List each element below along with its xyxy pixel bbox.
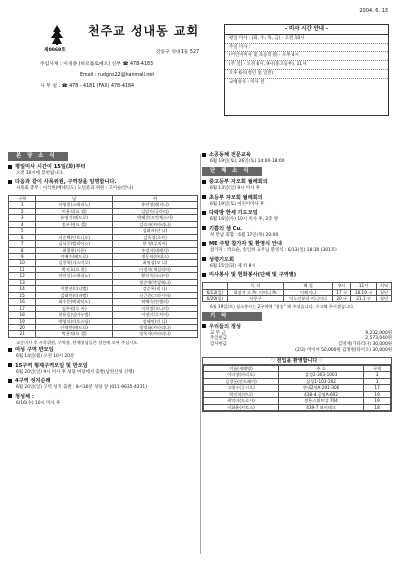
bullet-icon — [202, 180, 206, 184]
table-cell: 신근순(그라시아) — [112, 292, 197, 298]
table-cell: 19 — [9, 318, 36, 324]
news-item-title-text: 중고등부 자모회 월례회의 — [209, 179, 268, 186]
bullet-icon — [8, 180, 12, 184]
news-item-text: 사목회 총무 : 이석현(베네딕도) 노년분과 위원 : 고미순(안나) — [16, 186, 134, 192]
issue-number: 제0069호 — [44, 48, 66, 53]
table-cell: 19 — [364, 391, 391, 397]
mass-row: 오후 6시(청년 및 일반) — [225, 70, 388, 79]
table-cell: 한 영(루치아) — [112, 241, 197, 247]
table-cell: 허혜숙(안젤라) — [112, 299, 197, 305]
table-cell: 최명심(모 니) — [112, 260, 197, 266]
contact-info — [40, 62, 215, 96]
table-cell: 박혜순(프란체스카) — [112, 215, 197, 221]
news-item-title-text: 여성 구역 반모임 — [15, 347, 54, 354]
table-cell: 이연신(스테파노) — [36, 273, 113, 279]
table-cell: 16 — [9, 299, 36, 305]
table-cell: 이미정(마리오) — [204, 372, 279, 378]
bullet-icon — [8, 348, 12, 352]
table-cell: 21 — [9, 331, 36, 337]
new-members-box — [202, 357, 392, 413]
table-cell: 유영기(베드로) — [36, 215, 113, 221]
bulletin-page — [8, 8, 392, 557]
table-cell: 5 — [9, 228, 36, 234]
news-item-text: 6월 15일(화) 제 차 8시 — [210, 263, 256, 269]
table-cell: 8 — [9, 247, 36, 253]
table-header-cell: 11시 — [351, 283, 377, 289]
table-cell: 곽덕이(도로시) — [204, 398, 279, 404]
news-item-text: 참가자 : 박요순, 송인희 교우님 환영식 : 6/13(일) 18:30 (301호) — [210, 248, 337, 254]
news-item-text: 6월 14일(월) 오전 10시 20분 — [16, 354, 75, 360]
finance-label: 감사헌금 — [210, 342, 227, 348]
news-item — [202, 152, 392, 164]
news-item-title-text: 다음과 같이 사목위원, 구역장을 임명합니다. — [15, 179, 117, 186]
news-item — [8, 347, 198, 359]
table-cell: 이희정(모니카) — [112, 305, 197, 311]
table-header-cell: 여 — [112, 195, 197, 201]
news-item-text: 오전 10시에 봉헌됩니다. — [16, 170, 64, 176]
table-header-cell: 이름(세례명) — [204, 366, 279, 372]
right-column — [202, 152, 392, 412]
news-item-text: 6/16(수) 10시 미사 후 — [16, 400, 61, 406]
table-cell: 김경돈(안드레아) — [204, 378, 279, 384]
news-item-title-text: 초등부 자모회 월례회의 — [209, 194, 263, 201]
new-members-title: ♡ 전입을 환영합니다 ♡ — [203, 358, 391, 366]
news-item-title — [202, 152, 392, 159]
table-cell: 이황선(다니엘) — [36, 286, 113, 292]
table-cell: 최광현(시몬) — [36, 247, 113, 253]
table-cell: 이화윤(카토스) — [204, 404, 279, 410]
table-cell: 현대2차A-201-306 — [278, 385, 363, 391]
table-cell: 김옥경(로사) — [112, 234, 197, 240]
news-item-title-text: 소공동체 전문교육 — [209, 152, 251, 158]
left-items — [8, 164, 198, 192]
table-cell: 19 — [364, 398, 391, 404]
bullet-icon — [8, 165, 12, 169]
table-header-cell: 구역 — [9, 195, 36, 201]
bullet-icon — [202, 242, 206, 246]
finance-list — [202, 331, 392, 354]
table-cell: 장해연(안 나) — [112, 318, 197, 324]
table-header-cell: 9시 — [333, 283, 351, 289]
news-item — [202, 272, 392, 279]
mass-row: 평일 미사 : (화, 수, 목, 금) - 오전 10시 — [225, 35, 388, 44]
table-cell: 18 — [9, 312, 36, 318]
table-cell: 삼성2-303-1003 — [278, 372, 363, 378]
column-divider — [200, 154, 201, 554]
news-item-title-text: 평일미사 시간이 15일(화)부터 — [15, 164, 86, 171]
bullet-icon — [8, 379, 12, 383]
table-cell: 6/20(일) — [203, 295, 228, 301]
table-cell: 최수문(베네딕도) — [36, 299, 113, 305]
news-item-text: 첫 만남 회합 : 6월 17일(목) 20:00 — [210, 232, 279, 238]
mass-row: 교배성사 : 미사 전 — [229, 79, 265, 85]
table-cell: 9 — [9, 254, 36, 260]
table-cell: 4 — [9, 221, 36, 227]
table-header-cell: 독 서 — [227, 283, 283, 289]
table-cell: 20 — [9, 325, 36, 331]
table-cell: 현용일(임마누엘) — [36, 312, 113, 318]
news-item-title-text: ME 주말 참가자 및 환영식 안내 — [209, 241, 282, 248]
news-item-title — [202, 226, 392, 233]
table-row — [203, 295, 392, 301]
table-cell: 박지호(요 한) — [36, 266, 113, 272]
table-cell: 이레지나 — [284, 289, 333, 295]
header — [8, 20, 392, 158]
table-cell: 송우천(요 셉) — [36, 221, 113, 227]
left-column — [8, 152, 198, 409]
bullet-icon — [202, 153, 206, 157]
service-table — [202, 282, 392, 302]
table-cell: 강순옥(리 나) — [112, 286, 197, 292]
table-cell: 이배수(베드로) — [36, 254, 113, 260]
table-cell: 김태인(라파엘) — [36, 292, 113, 298]
pastor: 주임사제 : 이경종 (바르톨로메오) 신부 — [40, 62, 121, 67]
finance-value: 김영재(가타리나) 30,000원 — [337, 342, 392, 348]
finance-label: 주일헌금 — [210, 336, 227, 342]
table-cell: 3 — [364, 372, 391, 378]
table-cell: 김식중(엘리아스) — [36, 241, 113, 247]
table-cell: 김말숙(글라라) — [112, 208, 197, 214]
table-header-cell: 구역 — [364, 366, 391, 372]
mass-row: (주 일) - 오전 6시, 9시(중고등부), 11시 — [225, 61, 388, 70]
right-top-items — [202, 152, 392, 164]
finance-row — [202, 348, 392, 354]
table-cell: 10 — [9, 260, 36, 266]
date: 2004. 6. 13 — [359, 8, 388, 14]
table-cell: 438-4 공영A-602 — [278, 391, 363, 397]
other-heading: 기 타 — [202, 312, 262, 321]
table-cell: 정순애(막달레나) — [112, 279, 197, 285]
news-item-title — [8, 363, 198, 370]
mass-title: - 미사 시간 안내 - — [225, 25, 388, 35]
table-cell: 사무구 — [227, 295, 283, 301]
bullet-icon — [202, 257, 206, 261]
table-cell: 김창학(가스미로) — [36, 260, 113, 266]
news-item-text: 6월 20일(일) 구역 성지 출발 : 8시30분 성당 앞 (011-9635-4231) — [16, 385, 147, 391]
news-item — [8, 378, 198, 390]
table-cell: 14 — [9, 286, 36, 292]
table-cell: 서순택(안토니오) — [36, 234, 113, 240]
news-item — [202, 226, 392, 238]
table-cell: 쌍용스위트앙 704 — [278, 398, 363, 404]
table-cell: 439-7 보이테크 — [278, 404, 363, 410]
table-cell: 17 구 — [333, 289, 351, 295]
pastor-tel: ☎ 478-4183 — [122, 62, 154, 67]
parish-news-heading: 본 당 소 식 — [8, 152, 68, 161]
table-cell: 김주원(루 카) — [36, 305, 113, 311]
bullet-icon — [202, 211, 206, 215]
news-item — [202, 257, 392, 269]
right-items — [202, 179, 392, 279]
news-item — [8, 394, 198, 406]
news-item — [202, 241, 392, 253]
mass-rows — [225, 35, 388, 86]
table-cell: 이용식(요 셉) — [36, 208, 113, 214]
news-item-title-text: 15구역 형제구역모임 및 반모임 — [15, 362, 88, 369]
news-item-text: 6월 19일(토) 어린이미사 후 — [210, 201, 265, 207]
news-item-title-text: 성령기도회 — [209, 256, 235, 263]
news-item-title — [202, 272, 392, 279]
table-cell: 안재만(베드로) — [36, 325, 113, 331]
bullet-icon — [202, 226, 206, 230]
table-cell: 20 구 — [333, 295, 351, 301]
news-item-title — [202, 257, 392, 264]
group-news-heading: 단 체 소 식 — [202, 167, 262, 176]
table-cell: 18,19 구 — [351, 289, 377, 295]
table-cell: 박용직(요 셉) — [36, 331, 113, 337]
table-cell: 17 — [364, 385, 391, 391]
service-note: 6월 19일(토) 청소봉사는 2구역에 "청송" 해 주셨습니다. 수고해 주시겠습니다. — [210, 304, 355, 310]
table-cell: 정옥자(카타리나) — [112, 331, 197, 337]
mass-row: 주일 미사 : — [225, 44, 388, 53]
table-cell: 7 — [9, 241, 36, 247]
table-cell: 11 — [9, 266, 36, 272]
table-cell: 13 — [9, 279, 36, 285]
table-cell: 이영종(스테파노) — [36, 202, 113, 208]
bullet-icon — [8, 394, 12, 398]
bullet-icon — [202, 324, 206, 328]
church-logo-icon — [46, 24, 68, 46]
news-item — [8, 179, 198, 191]
table-cell: 12 — [9, 273, 36, 279]
office-label: 사 무 실 : — [40, 84, 61, 90]
email: Email : rudgns22@hanmail.net — [80, 73, 155, 79]
church-title: 천주교 성내동 교회 — [88, 24, 200, 38]
news-item-text: 6월 16일(수) 10시 미사 후, 2층 방 — [210, 217, 279, 223]
news-item-title — [202, 195, 392, 202]
table-cell: 이정자(세실리아) — [112, 266, 197, 272]
table-cell: 고영수(루시오) — [204, 385, 279, 391]
table-cell: 청년 — [376, 289, 391, 295]
finance-value: 9,232,000원 — [365, 330, 392, 336]
table-cell: 삼성1-103-202 — [278, 378, 363, 384]
news-item-title-text: 청성체 : — [15, 393, 34, 400]
table-row — [9, 331, 198, 337]
table-cell: 6 — [9, 234, 36, 240]
district-table — [8, 195, 198, 338]
news-item-title-text: 기쁨의 샘 Cu. — [209, 225, 243, 232]
table-cell: 3 — [364, 378, 391, 384]
news-item-text: 6월 20일(일) 9시 미사 후 성당 마당에서 출발(남한산성 산행) — [16, 369, 135, 375]
bullet-icon — [202, 195, 206, 199]
table-cell: 회장자 로 Pr. 이어니 Pr. — [227, 289, 283, 295]
table-cell: 1 — [9, 202, 36, 208]
table-cell: 박영석(아오스딩) — [36, 318, 113, 324]
news-item — [8, 363, 198, 375]
news-item-title-text: 다락방 한세 기도모임 — [209, 210, 258, 217]
news-item-text: 6월 19일(토), 26일(토) 14:00-18:00 — [210, 158, 285, 164]
table-cell: 박진희(안나) — [204, 391, 279, 397]
news-item-title-text: 4구역 성지순례 — [15, 378, 51, 385]
news-item-title — [8, 394, 198, 401]
table-cell: 정동희(아녜스) — [112, 254, 197, 260]
table-header-cell: 저녁 — [376, 283, 391, 289]
table-cell: 홍연정(레지나) — [112, 202, 197, 208]
table-row — [204, 404, 391, 410]
table-header-cell: 해 설 — [284, 283, 333, 289]
table-cell: 우정자(데레사) — [112, 247, 197, 253]
mass-schedule-box — [224, 24, 389, 116]
table-cell: 18 — [364, 404, 391, 410]
left-more-items — [8, 347, 198, 406]
finance-title: 우리들의 정성 — [202, 324, 392, 331]
news-item — [202, 195, 392, 207]
news-item-title-text: 미사봉사 및 헌화봉사(단체 및 구역별) — [209, 272, 297, 279]
table-cell: 이정인(루치아) — [112, 312, 197, 318]
news-item-text: 6월 13일(일) 9시 미사 후 — [210, 186, 260, 192]
church-address: 강동구 성내1동 527 — [156, 50, 200, 55]
table-cell: 청년 — [376, 295, 391, 301]
news-item-title — [8, 164, 198, 171]
bullet-icon — [8, 363, 12, 367]
table-cell: 이노인분과 어니이나 — [284, 295, 333, 301]
table-cell: 김화자(안 나) — [112, 228, 197, 234]
finance-value: (2/2) 어이어 50,000원 김정원(타이오) 30,000원 — [295, 347, 392, 353]
table-cell: 2 — [9, 208, 36, 214]
table-cell: 황선숙(소피아) — [112, 273, 197, 279]
table-cell: 김숙자(카타리나) — [112, 221, 197, 227]
finance-value: 2,573,040원 — [365, 336, 392, 342]
table-cell: 3 — [9, 215, 36, 221]
new-members-table — [203, 365, 391, 411]
mass-row: (어린이미사 및 초등학생) - 오후 4시 — [225, 52, 388, 61]
finance-label: 교 무 금 — [210, 330, 226, 336]
after-table-note: 교중미사 후 사목위원, 구역장, 단체장님들은 성전에 모여 주십시오. — [16, 339, 139, 345]
table-cell: 정정화(카타리나) — [112, 325, 197, 331]
news-item — [202, 179, 392, 191]
table-cell: 17 — [9, 305, 36, 311]
table-cell: 6/13(일) — [203, 289, 228, 295]
bullet-icon — [202, 273, 206, 277]
office-tel: ☎ 478 - 4181 (FAX) 478-4184 — [61, 84, 135, 90]
table-cell: 15 — [9, 292, 36, 298]
table-cell: 21,1 구 — [351, 295, 377, 301]
table-header-cell: 주 소 — [278, 366, 363, 372]
news-item — [202, 210, 392, 222]
news-item — [8, 164, 198, 176]
table-header-cell: 남 — [36, 195, 113, 201]
